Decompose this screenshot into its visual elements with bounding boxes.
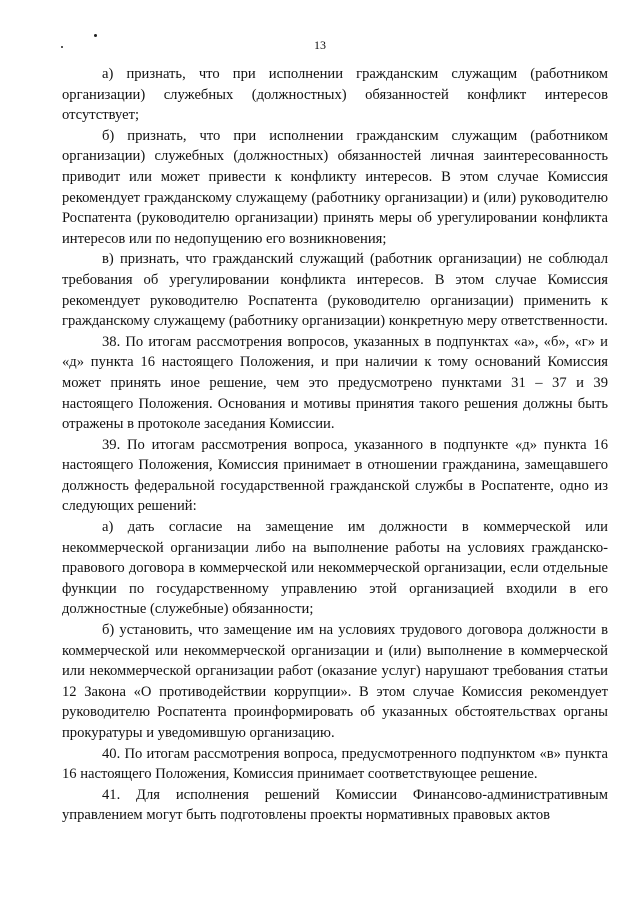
- page-number: 13: [314, 38, 326, 52]
- document-body: [62, 64, 608, 826]
- paragraph-39-a-consent: а) дать согласие на замещение им должности в коммерческой или некоммерческой организации либо на выполнение работы на условиях гражданско-правового договора в коммерческой или некоммерческой организации, если отдельные функции по государственному управлению этой организацией входили в его должностные (служебные) обязанности;: [62, 519, 608, 618]
- paragraph-40: 40. По итогам рассмотрения вопроса, предусмотренного подпунктом «в» пункта 16 настоящего Положения, Комиссия принимает соответствующее решение.: [62, 745, 608, 783]
- paragraph-39: 39. По итогам рассмотрения вопроса, указанного в подпункте «д» пункта 16 настоящего Положения, Комиссия принимает в отношении гражданина, замещавшего должность федеральной государственной гражданской службы в Роспатенте, одно из следующих решений:: [62, 436, 608, 515]
- paragraph-v-noncompliance: в) признать, что гражданский служащий (работник организации) не соблюдал требования об урегулировании конфликта интересов. В этом случае Комиссия рекомендует руководителю Роспатента (руководителю организации) применить к гражданскому служащему (работнику организации) конкретную меру ответственности.: [62, 251, 608, 330]
- paragraph-a-no-conflict: а) признать, что при исполнении гражданским служащим (работником организации) служебных (должностных) обязанностей конфликт интересов отсутствует;: [62, 66, 608, 124]
- paragraph-41: 41. Для исполнения решений Комиссии Финансово-административным управлением могут быть подготовлены проекты нормативных правовых актов: [62, 786, 608, 824]
- scan-speck: [94, 34, 97, 37]
- paragraph-39-b-violation: б) установить, что замещение им на условиях трудового договора должности в коммерческой или некоммерческой организации и (или) выполнение в коммерческой или некоммерческой организации работ (оказание услуг) нарушают требования статьи 12 Закона «О противодействии коррупции». В этом случае Комиссия рекомендует руководителю Роспатента проинформировать об указанных обстоятельствах органы прокуратуры и уведомившую организацию.: [62, 622, 608, 741]
- paragraph-38: 38. По итогам рассмотрения вопросов, указанных в подпунктах «а», «б», «г» и «д» пункта 16 настоящего Положения, и при наличии к тому оснований Комиссия может принять иное решение, чем это предусмотрено пунктами 31 – 37 и 39 настоящего Положения. Основания и мотивы принятия такого решения должны быть отражены в протоколе заседания Комиссии.: [62, 333, 608, 433]
- paragraph-b-personal-interest: б) признать, что при исполнении гражданским служащим (работником организации) служебных (должностных) обязанностей личная заинтересованность приводит или может привести к конфликту интересов. В этом случае Комиссия рекомендует гражданскому служащему (работнику организации) и (или) руководителю Роспатента (руководителю организации) принять меры об урегулировании конфликта интересов или по недопущению его возникновения;: [62, 127, 608, 247]
